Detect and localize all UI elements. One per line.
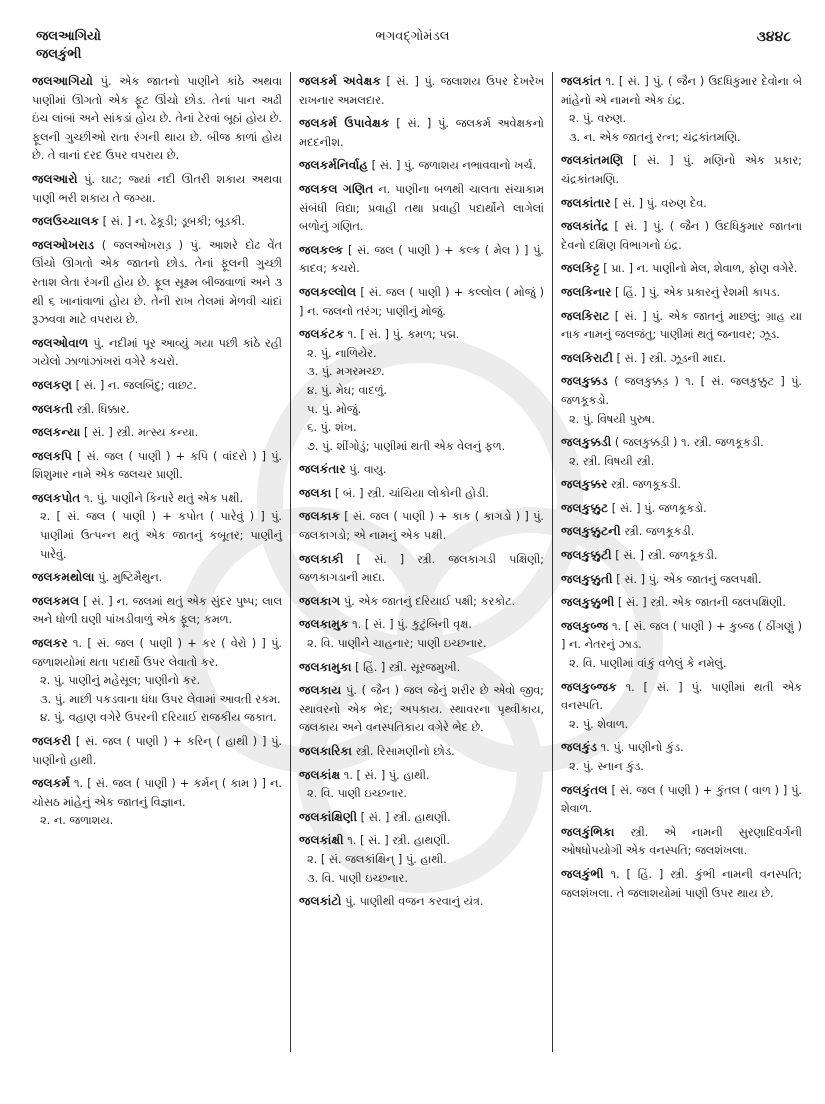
- entry-headword: જલકુક્કુટની: [561, 524, 621, 539]
- entry-definition: [ સં. ] સ્ત્રી. હાથણી.: [357, 810, 451, 824]
- dictionary-entry: [32, 634, 282, 728]
- dictionary-entry: [561, 194, 802, 214]
- entry-headword: જલકર્મ: [32, 776, 70, 791]
- entry-definition: ૧. [ સં. જલ ( પાણી ) + કર્મન્ ( કામ ) ] ન. ચોસઠ માંહેનું એક જાતનું વિજ્ઞાન.: [32, 777, 282, 809]
- entry-headword: જલકામુકા: [299, 659, 352, 674]
- entry-definition: ૧. [ સં. ] પું. કમળ; પદ્મ.: [344, 328, 460, 342]
- entry-definition: [ સં. ] પું. જળકૂકડો.: [608, 501, 707, 515]
- entry-headword: જલકાક: [299, 509, 340, 524]
- entry-definition: [ સં. ] પું. જલાશય ઉપર દેખરેખ રાખનાર અમલદાર.: [299, 75, 544, 107]
- entry-sense: ૨. પું. શેવાળ.: [569, 717, 629, 731]
- entry-sense: ૨. ન. જળાશય.: [40, 814, 114, 828]
- entry-headword: જલકાંક્ષ: [299, 767, 341, 782]
- entry-definition: ૧. [ હિં. ] સ્ત્રી. કુંભી નામની વનસ્પતિ; જલશંખલા. તે જલાશયોમાં પાણી ઉપર થાય છે.: [561, 867, 802, 900]
- entry-definition: [ હિં. ] સ્ત્રી. સૂરજમુખી.: [351, 660, 461, 674]
- entry-headword: જલકુક્કડી: [561, 435, 612, 450]
- entry-headword: જલકંતાર: [299, 462, 346, 477]
- entry-definition: પું. ઘાટ; જ્યાં નદી ઊતરી શકાય અથવા પાણી ભરી શકાય તે જગ્યા.: [32, 172, 282, 205]
- entry-definition: [ સં. ] ન. ઢેકૂડી; ડૂબકી; બૂડકી.: [99, 215, 245, 229]
- entry-sense: ૩. પું. મગરમચ્છ.: [307, 365, 385, 379]
- dictionary-entry: [561, 307, 802, 345]
- entry-definition: ૧. [ સં. ] પું. હાથી.: [340, 768, 430, 782]
- entry-definition: પું. વાયુ.: [345, 463, 387, 477]
- dictionary-entry: [32, 447, 282, 485]
- entry-definition: ૧. [ સં. જલ ( પાણી ) + કર ( વેરો ) ] પું. જળાશયોમાં થતા પદાર્થો ઉપર લેવાતો કર.: [32, 637, 282, 669]
- entry-sense: ૨. પું. સ્નાન કુંડ.: [569, 760, 644, 773]
- dictionary-entry: [299, 507, 544, 545]
- dictionary-entry: [32, 400, 282, 420]
- dictionary-entry: [299, 325, 544, 456]
- dictionary-entry: [299, 156, 544, 176]
- entry-definition: પું. એક જાતનું દરિયાઈ પક્ષી; કરકોટ.: [340, 594, 516, 608]
- dictionary-entry: [561, 433, 802, 471]
- dictionary-entry: [561, 865, 802, 903]
- entry-sense: ૨. [ સં. જલકાંક્ષિન્ ] પું. હાથી.: [307, 852, 447, 866]
- entry-definition: [ સં. જલ ( પાણી ) + કપિ ( વાંદરો ) ] પું. શિશુમાર નામે એક જલચર પ્રાણી.: [32, 449, 282, 482]
- entry-sense: ૪. પું. વહાણ વગેરે ઉપરની દરિયાઈ રાજકીય જકાત.: [40, 711, 277, 725]
- dictionary-entry: [299, 808, 544, 828]
- entry-definition: ( જલકુક્કડ઼ી ) ૧. સ્ત્રી. જળકૂકડી.: [611, 436, 764, 450]
- dictionary-entry: [561, 570, 802, 590]
- entry-headword: જલકુંભિકા: [561, 824, 615, 839]
- dictionary-entry: [561, 259, 802, 279]
- entry-definition: ૧. [ સં. જલ ( પાણી ) + કુબ્જ ( ઠીંગણું ) ] ન. નેતરનું ઝાડ.: [561, 619, 802, 652]
- dictionary-entry: [32, 334, 282, 372]
- entry-sense: ૩. પું. માછી પકડવાના ધંધા ઉપર લેવામાં આવતી રકમ.: [40, 692, 281, 706]
- entry-headword: જલકા: [299, 485, 332, 500]
- entry-headword: જલકલ્લોલ: [299, 284, 357, 299]
- dictionary-entry: [299, 72, 544, 110]
- entry-definition: પું. મુષ્ટિમૈથુન.: [94, 571, 163, 585]
- dictionary-entry: [299, 742, 544, 762]
- entry-definition: ( જલકુક્કડ઼ ) ૧. [ સં. જલકુક્કુટ ] પું. જળકૂકડો.: [561, 375, 802, 407]
- dictionary-entry: [32, 170, 282, 208]
- entry-headword: જલકપોત: [32, 490, 81, 505]
- entry-definition: ૧. [ સં. ] પું. ( જૈન ) ઉદધિકુમાર દેવોના બે માંહેનો એ નામનો એક ઇંદ્ર.: [561, 75, 802, 107]
- entry-definition: પું. એક જાતનો પાણીને કાંઠે અથવા પાણીમાં ઊગતો એક ફૂટ ઊંચો છોડ. તેનાં પાન અઢી ઇંચ લાંબાં અને સાંકડાં હોય છે. તેનાં ટેરવાં બૂઠાં હોય છે. ફૂલની ગુચ્છીઓ રાતા રંગની થાય છે. બીજ કાળાં હોય છે. તે વાનાં દરદ ઉપર વપરાય છે.: [32, 75, 282, 163]
- dictionary-entry: [299, 283, 544, 321]
- entry-sense: ૩. ન. એક જાતનું રત્ન; ચંદ્રકાંતમણિ.: [569, 130, 741, 144]
- entry-sense: ૨. પું. નાળિયેર.: [307, 346, 377, 360]
- dictionary-entry: [32, 236, 282, 330]
- entry-definition: સ્ત્રી. એ નામની સુરણાદિવર્ગની ઓષધોપયોગી એક વનસ્પતિ; જલશંખલા.: [561, 825, 802, 858]
- dictionary-entry: [299, 460, 544, 480]
- dictionary-entry: [299, 658, 544, 678]
- dictionary-entry: [561, 823, 802, 861]
- entry-headword: જલકાંતમણિ: [561, 153, 624, 168]
- entry-definition: [ સં. ] પું. મણિનો એક પ્રકાર; ચંદ્રકાંતમણિ.: [561, 154, 802, 186]
- entry-headword: જલકર: [32, 636, 68, 651]
- entry-headword: જલકુંભી: [561, 866, 604, 881]
- entry-headword: જલકારિકા: [299, 744, 352, 758]
- dictionary-entry: [299, 241, 544, 279]
- entry-headword: જલકમલ: [32, 593, 80, 608]
- entry-headword: જલકુંડ: [561, 740, 598, 755]
- entry-headword: જલકાંતાર: [561, 195, 611, 210]
- dictionary-entry: [32, 592, 282, 630]
- entry-definition: ૧. પું. પાણીનો કુંડ.: [597, 741, 684, 755]
- entry-definition: [ સં. જલ ( પાણી ) + કલ્લોલ ( મોજું ) ] ન. જલનો તરંગ; પાણીનું મોજું.: [299, 285, 544, 318]
- column-3: [552, 72, 802, 1052]
- entry-headword: જલકપિ: [32, 448, 73, 463]
- dictionary-entry: [561, 283, 802, 303]
- entry-definition: [ સં. ] સ્ત્રી. મત્સ્ય કન્યા.: [80, 426, 199, 440]
- entry-definition: [ બં. ] સ્ત્રી. ચાંચિયા લોકોની હોડી.: [331, 486, 490, 500]
- entry-headword: જલકામુક: [299, 617, 349, 632]
- dictionary-entry: [32, 774, 282, 831]
- entry-sense: ૨. વિ. પાણીને ચાહનાર; પાણી ઇચ્છનાર.: [307, 637, 487, 651]
- entry-headword: જલકુક્કડ: [561, 374, 608, 389]
- dictionary-entry: [561, 617, 802, 674]
- entry-headword: જલકમથોલા: [32, 570, 95, 585]
- entry-headword: જલકુબ્જ: [561, 618, 609, 633]
- dictionary-entry: [299, 114, 544, 152]
- entry-definition: [ પ્રા. ] ન. પાણીનો મેલ, શેવાળ, ફોણ વગેરે.: [599, 262, 798, 276]
- entry-headword: જલકિટ્ટ: [561, 261, 600, 276]
- dictionary-entry: [32, 72, 282, 166]
- entry-headword: જલકાંક્ષિણી: [299, 809, 358, 824]
- dictionary-entry: [32, 212, 282, 232]
- entry-definition: [ સં. જલ ( પાણી ) + કુંતલ ( વાળ ) ] પું. શેવાળ.: [561, 783, 802, 816]
- entry-headword: જલકાંત: [561, 74, 602, 88]
- entry-headword: જલકાંક્ષી: [299, 833, 344, 848]
- entry-headword: જલકન્યા: [32, 425, 81, 440]
- dictionary-entry: [32, 732, 282, 770]
- entry-headword: જલકાંતેંદ્ર: [561, 219, 609, 234]
- entry-definition: સ્ત્રી. ધિક્કાર.: [72, 402, 130, 416]
- entry-headword: જલકંટક: [299, 327, 345, 342]
- entry-definition: [ સં. ] પું. એક જાતનું માછલું; ગ્રાહ યા નાક નામનું જલજંતુ; પાણીમાં થતું જનાવર; ઝૂડ.: [561, 309, 802, 342]
- entry-headword: જલઓખરાડ: [32, 237, 95, 252]
- entry-headword: જલકિરાટ: [561, 308, 610, 323]
- dictionary-entry: [299, 592, 544, 612]
- entry-sense: ૪. પું. મેઘ; વાદળું.: [307, 383, 387, 397]
- entry-headword: જલકિનાર: [561, 284, 612, 299]
- dictionary-entry: [299, 766, 544, 804]
- column-2: [290, 72, 552, 1052]
- dictionary-entry: [561, 72, 802, 147]
- dictionary-entry: [561, 499, 802, 519]
- entry-definition: પું. પાણીથી વજન કરવાનું યંત્ર.: [341, 895, 484, 909]
- entry-headword: જલકુંતલ: [561, 782, 608, 797]
- entry-sense: ૨. વિ. પાણી ઇચ્છનાર.: [307, 787, 408, 801]
- entry-headword: જલકુક્કર: [561, 477, 608, 492]
- entry-definition: પું. ( જૈન ) જલ જેનું શરીર છે એવો જીવ; સ્થાવરનો એક ભેદ; અપકાય. સ્થાવરના પૃથ્વીકાય, જલકાય અને વનસ્પતિકાય વગેરે ભેદ છે.: [299, 684, 544, 735]
- entry-headword: જલકરી: [32, 734, 72, 748]
- dictionary-entry: [561, 217, 802, 255]
- entry-sense: ૬. પું. શંખ.: [307, 421, 357, 435]
- entry-sense: ૨. પું. પાણીનું મહેસૂલ; પાણીનો કર.: [40, 674, 201, 688]
- entry-headword: જલઆરો: [32, 171, 78, 186]
- entry-headword: જલકલ્ક: [299, 242, 344, 257]
- dictionary-entry: [561, 678, 802, 735]
- entry-definition: સ્ત્રી. રિસામણીનો છોડ.: [351, 745, 455, 758]
- dictionary-entry: [561, 546, 802, 566]
- entry-definition: [ સં. ] સ્ત્રી. એક જાતની જલપક્ષિણી.: [614, 596, 786, 610]
- dictionary-entry: [561, 781, 802, 819]
- entry-definition: [ સં. જલ ( પાણી ) + કલ્ક ( મેલ ) ] પું. કાદવ; કચરો.: [299, 243, 544, 276]
- dictionary-entry: [561, 593, 802, 613]
- dictionary-entry: [561, 522, 802, 542]
- dictionary-entry: [561, 349, 802, 369]
- entry-definition: [ સં. ] ન. જલમાં થતું એક સુંદર પુષ્પ; લાલ અને ધોળી ઘણી પાંખડીવાળું એક ફૂલ; કમળ.: [32, 594, 282, 627]
- page-header: [0, 28, 825, 68]
- dictionary-entry: [561, 475, 802, 495]
- entry-headword: જલકર્મ અવેક્ષક: [299, 74, 381, 88]
- entry-sense: ૨. પું. વિષયી પુરુષ.: [569, 412, 655, 426]
- dictionary-entry: [299, 484, 544, 504]
- entry-definition: [ સં. ] પું. એક જાતનું જલપક્ષી.: [612, 572, 762, 586]
- entry-headword: જલકાકી: [299, 551, 344, 566]
- dictionary-entry: [299, 550, 544, 588]
- entry-headword: જલકુક્કુટ: [561, 500, 609, 515]
- entry-definition: [ સં. ] પું. જળાશય નભાવવાનો ખર્ચ.: [368, 159, 537, 173]
- entry-headword: જલકાગ: [299, 593, 341, 608]
- page-number: ૩૪૪૮: [756, 29, 791, 45]
- entry-definition: [ સં. ] પું. જલકર્મ અવેક્ષકનો મદદનીશ.: [299, 117, 545, 149]
- entry-headword: જલકુક્કુટી: [561, 548, 612, 563]
- entry-headword: જલઓવાળ: [32, 335, 89, 350]
- entry-headword: જલઉચ્ચાલક: [32, 214, 100, 229]
- dictionary-entry: [32, 489, 282, 564]
- dictionary-entry: [561, 151, 802, 189]
- entry-definition: [ હિં. ] પું. એક પ્રકારનું રેશમી કાપડ.: [611, 285, 780, 299]
- entry-headword: જલકુક્કુતી: [561, 571, 613, 586]
- entry-definition: [ સં. જલ ( પાણી ) + કાક ( કાગડો ) ] પું. જલકાગડો; એ નામનું એક પક્ષી.: [299, 510, 544, 543]
- entry-sense: ૨. વિ. પાણીમાં વાંકું વળેલું કે નમેલું.: [569, 657, 727, 671]
- entry-definition: પું. નદીમાં પૂર આવ્યું ગયા પછી કાંઠે રહી ગયેલો ઝાળાંઝાંખરાં વગેરે કચરો.: [32, 336, 282, 369]
- entry-sense: ૭. પું. શીંગોડું; પાણીમાં થતી એક વેલનું ફળ.: [307, 439, 506, 453]
- entry-headword: જલકર્મનિર્વાહ: [299, 158, 369, 173]
- entry-headword: જલકુક્કુભી: [561, 595, 615, 610]
- entry-definition: ૧. [ સં. ] સ્ત્રી. હાથણી.: [343, 834, 450, 848]
- dictionary-columns: [32, 72, 802, 1082]
- entry-definition: [ સં. ] ન. જલબિંદુ; વાછટ.: [71, 378, 197, 392]
- entry-definition: [ સં. ] સ્ત્રી. જળકૂકડી.: [611, 549, 718, 563]
- entry-headword: જલકુબ્જક: [561, 679, 617, 694]
- dictionary-entry: [32, 423, 282, 443]
- entry-definition: ૧. [ સં. ] પું. કુટુંબિની વૃક્ષ.: [348, 618, 472, 632]
- entry-sense: ૨. પું. વરુણ.: [569, 112, 627, 126]
- column-1: [32, 72, 290, 1082]
- entry-headword: જલકણ: [32, 377, 72, 392]
- guide-word-first: જલઆગિયો: [36, 29, 101, 44]
- entry-definition: ( જલઓખરાડ઼ ) પું. આશરે દોઢ વેંત ઊંચો ઊગતો એક જાતનો છોડ. તેનાં ફૂલની ગુચ્છી રતાશ લેતા રંગની હોય છે. ફૂલ સૂક્ષ્મ બીજવાળાં અને ૩ થી ૬ ખાનાંવાળાં હોય છે. તેની રાખ તેલમાં મેળવી ચાંદાં રૂઝવવા માટે વપરાય છે.: [32, 238, 282, 327]
- dictionary-entry: [299, 180, 544, 237]
- dictionary-entry: [299, 831, 544, 888]
- guide-word-last: જલકુંભી: [36, 47, 82, 62]
- entry-definition: સ્ત્રી. જળકૂકડી.: [607, 478, 681, 492]
- entry-definition: [ સં. ] પું. ( જૈન ) ઉદધિકુમાર જાતના દેવનો દક્ષિણ વિભાગનો ઇંદ્ર.: [561, 220, 802, 252]
- entry-definition: ૧. પું. પાણીને કિનારે થતું એક પક્ષી.: [80, 491, 244, 505]
- entry-definition: ૧. [ સં. ] પું. પાણીમાં થતી એક વનસ્પતિ.: [561, 680, 802, 713]
- entry-definition: [ સં. ] પું. વરુણ દેવ.: [610, 196, 707, 210]
- entry-sense: ૨. સ્ત્રી. વિષયી સ્ત્રી.: [569, 454, 655, 468]
- entry-definition: [ સં. જલ ( પાણી ) + કરિન્ ( હાથી ) ] પું. પાણીનો હાથી.: [32, 735, 282, 767]
- entry-sense: ૨. [ સં. જલ ( પાણી ) + કપોત ( પારેવું ) ] પું. પાણીમાં ઉત્પન્ન થતું એક જાતનું કબૂતર; પાણીનું પારેવું.: [40, 510, 282, 561]
- entry-definition: [ સં. ] સ્ત્રી. ઝૂડની માદા.: [612, 351, 727, 365]
- entry-sense: ૩. વિ. પાણી ઇચ્છનાર.: [307, 871, 408, 885]
- entry-definition: સ્ત્રી. જળકૂકડી.: [620, 525, 695, 539]
- entry-headword: જલકર્મ ઉપાવેક્ષક: [299, 116, 390, 131]
- dictionary-entry: [32, 376, 282, 396]
- dictionary-entry: [299, 892, 544, 912]
- dictionary-entry: [299, 615, 544, 653]
- dictionary-entry: [561, 738, 802, 776]
- entry-definition: ન. પાણીના બળથી ચાલતા સંચાકામ સંબંધી વિદ્યા; પ્રવાહી તથા પ્રવાહી પદાર્થોને લાગેલાં બળોનું ગણિત.: [299, 182, 544, 234]
- dictionary-entry: [32, 568, 282, 588]
- dictionary-entry: [561, 372, 802, 429]
- entry-headword: જલકાય: [299, 683, 342, 698]
- entry-headword: જલઆગિયો: [32, 74, 93, 88]
- entry-headword: જલકાંટો: [299, 894, 342, 909]
- entry-sense: ૫. પું. મોજું.: [307, 402, 362, 416]
- dictionary-entry: [299, 681, 544, 738]
- entry-headword: જલકિરાટી: [561, 350, 613, 365]
- entry-definition: [ સં. ] સ્ત્રી. જલકાગડી પક્ષિણી; જળકાગડાની માદા.: [299, 552, 544, 585]
- entry-headword: જલકલ ગણિત: [299, 181, 374, 196]
- running-title: ભગવદ્ગોમંડલ: [375, 29, 450, 44]
- entry-headword: જલકતી: [32, 401, 73, 416]
